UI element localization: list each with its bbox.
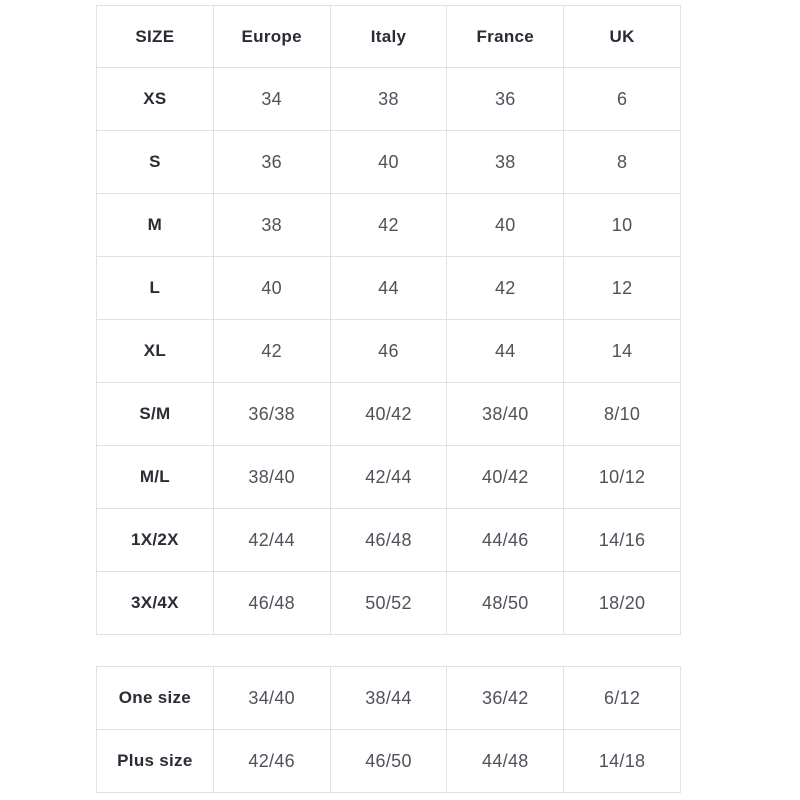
value-cell: 36 <box>447 68 564 131</box>
table-row <box>97 194 681 257</box>
value-cell: 14 <box>564 320 681 383</box>
value-cell: 40/42 <box>330 383 447 446</box>
table-row <box>97 383 681 446</box>
value-cell: 50/52 <box>330 572 447 635</box>
value-cell: 6 <box>564 68 681 131</box>
one-size-plus-size-table <box>96 666 681 793</box>
size-label-cell: S <box>97 131 214 194</box>
size-label-cell: One size <box>97 667 214 730</box>
value-cell: 34 <box>213 68 330 131</box>
table-row <box>97 446 681 509</box>
value-cell: 38/40 <box>213 446 330 509</box>
value-cell: 6/12 <box>564 667 681 730</box>
value-cell: 44 <box>330 257 447 320</box>
value-cell: 46 <box>330 320 447 383</box>
value-cell: 38 <box>213 194 330 257</box>
size-label-cell: L <box>97 257 214 320</box>
size-label-cell: Plus size <box>97 730 214 793</box>
size-label-cell: XL <box>97 320 214 383</box>
header-cell-uk: UK <box>564 6 681 68</box>
value-cell: 44/46 <box>447 509 564 572</box>
value-cell: 40 <box>330 131 447 194</box>
header-cell-europe: Europe <box>213 6 330 68</box>
value-cell: 40/42 <box>447 446 564 509</box>
value-cell: 36 <box>213 131 330 194</box>
value-cell: 46/50 <box>330 730 447 793</box>
value-cell: 42/44 <box>330 446 447 509</box>
value-cell: 44 <box>447 320 564 383</box>
value-cell: 40 <box>213 257 330 320</box>
value-cell: 42/44 <box>213 509 330 572</box>
size-label-cell: M/L <box>97 446 214 509</box>
table-row <box>97 667 681 730</box>
value-cell: 38/44 <box>330 667 447 730</box>
value-cell: 38 <box>447 131 564 194</box>
value-cell: 42 <box>213 320 330 383</box>
table-row <box>97 131 681 194</box>
value-cell: 18/20 <box>564 572 681 635</box>
value-cell: 10/12 <box>564 446 681 509</box>
table-row <box>97 572 681 635</box>
value-cell: 8 <box>564 131 681 194</box>
table-row <box>97 257 681 320</box>
value-cell: 42 <box>447 257 564 320</box>
value-cell: 10 <box>564 194 681 257</box>
value-cell: 42/46 <box>213 730 330 793</box>
header-row <box>97 6 681 68</box>
value-cell: 42 <box>330 194 447 257</box>
header-cell-italy: Italy <box>330 6 447 68</box>
table-row <box>97 509 681 572</box>
value-cell: 8/10 <box>564 383 681 446</box>
value-cell: 36/42 <box>447 667 564 730</box>
value-cell: 46/48 <box>213 572 330 635</box>
value-cell: 34/40 <box>213 667 330 730</box>
value-cell: 36/38 <box>213 383 330 446</box>
value-cell: 46/48 <box>330 509 447 572</box>
value-cell: 14/18 <box>564 730 681 793</box>
header-cell-france: France <box>447 6 564 68</box>
value-cell: 44/48 <box>447 730 564 793</box>
table-row <box>97 730 681 793</box>
table-row <box>97 320 681 383</box>
size-label-cell: XS <box>97 68 214 131</box>
value-cell: 40 <box>447 194 564 257</box>
value-cell: 38/40 <box>447 383 564 446</box>
size-label-cell: M <box>97 194 214 257</box>
size-label-cell: 3X/4X <box>97 572 214 635</box>
table-row <box>97 68 681 131</box>
value-cell: 12 <box>564 257 681 320</box>
value-cell: 48/50 <box>447 572 564 635</box>
size-conversion-table <box>96 5 681 635</box>
size-label-cell: 1X/2X <box>97 509 214 572</box>
value-cell: 38 <box>330 68 447 131</box>
value-cell: 14/16 <box>564 509 681 572</box>
size-label-cell: S/M <box>97 383 214 446</box>
header-cell-size: SIZE <box>97 6 214 68</box>
